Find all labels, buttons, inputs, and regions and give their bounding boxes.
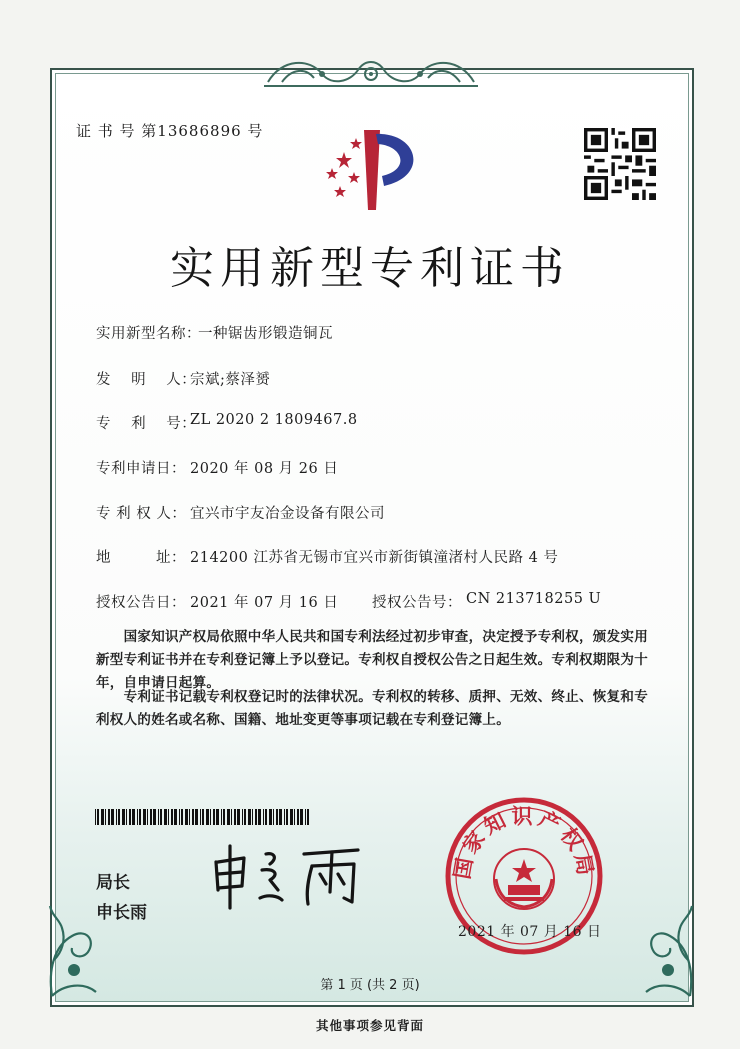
barcode-bar — [189, 809, 190, 825]
barcode-bar — [122, 809, 125, 825]
barcode-bar — [223, 809, 225, 825]
certificate-title: 实用新型专利证书 — [170, 243, 570, 294]
grant-number-label: 授权公告号： — [372, 595, 462, 611]
barcode-bar — [305, 809, 306, 825]
barcode-bar — [129, 809, 131, 825]
grant-number-value: CN 213718255 U — [466, 591, 602, 607]
barcode-bar — [185, 809, 188, 825]
seal-text: 国家知识产权局 — [449, 804, 599, 881]
barcode-bar — [221, 809, 222, 825]
barcode-bar — [269, 809, 272, 825]
inventor-label: 发 明 人： — [96, 372, 197, 388]
barcode-bar — [237, 809, 240, 825]
barcode-bar — [168, 809, 169, 825]
barcode-bar — [210, 809, 211, 825]
barcode-bar — [216, 809, 219, 825]
name-value: 一种锯齿形锻造铜瓦 — [198, 326, 333, 342]
footer-note: 其他事项参见背面 — [315, 1018, 424, 1033]
barcode-bar — [137, 809, 138, 825]
barcode-bar — [258, 809, 261, 825]
barcode-bar — [192, 809, 194, 825]
qr-code — [584, 128, 656, 200]
barcode-bar — [276, 809, 278, 825]
barcode-bar — [174, 809, 177, 825]
barcode-bar — [227, 809, 230, 825]
barcode-bar — [213, 809, 215, 825]
barcode-bar — [108, 809, 110, 825]
barcode-bar — [286, 809, 288, 825]
barcode-bar — [150, 809, 152, 825]
filing-date-value: 2020 年 08 月 26 日 — [190, 461, 339, 477]
barcode-bar — [101, 809, 104, 825]
barcode-bar — [206, 809, 209, 825]
barcode-bar — [158, 809, 159, 825]
page-number: 第 1 页 (共 2 页) — [320, 978, 420, 993]
barcode-bar — [171, 809, 173, 825]
barcode-bar — [231, 809, 232, 825]
top-ornament — [262, 52, 480, 94]
filing-date-label: 专利申请日： — [96, 461, 186, 477]
barcode-bar — [160, 809, 162, 825]
barcode-bar — [116, 809, 117, 825]
patentee-label: 专 利 权 人： — [96, 506, 187, 522]
barcode-bar — [181, 809, 183, 825]
grant-date-label: 授权公告日： — [96, 595, 186, 611]
barcode-bar — [265, 809, 267, 825]
address-label: 地 址： — [96, 550, 186, 566]
barcode-bar — [248, 809, 251, 825]
barcode-bar — [263, 809, 264, 825]
cnipa-logo — [318, 128, 430, 214]
barcode-bar — [95, 809, 96, 825]
barcode-bar — [300, 809, 303, 825]
address-value: 214200 江苏省无锡市宜兴市新街镇潼渚村人民路 4 号 — [190, 550, 559, 566]
name-label: 实用新型名称： — [96, 326, 201, 342]
director-title: 局长 — [96, 873, 130, 893]
barcode-bar — [118, 809, 120, 825]
handwritten-signature — [208, 840, 378, 912]
inventor-value: 宗斌;蔡泽赟 — [190, 372, 271, 388]
barcode-bar — [297, 809, 299, 825]
barcode-bar — [153, 809, 156, 825]
barcode-bar — [284, 809, 285, 825]
director-name: 申长雨 — [96, 903, 147, 923]
paragraph-legal-status: 专利证书记载专利权登记时的法律状况。专利权的转移、质押、无效、终止、恢复和专利权人的姓名或名称、国籍、地址变更等事项记载在专利登记簿上。 — [96, 689, 648, 728]
barcode-bar — [143, 809, 146, 825]
barcode-bar — [279, 809, 282, 825]
barcode-bar — [195, 809, 198, 825]
barcode-bar — [252, 809, 253, 825]
barcode-bar — [202, 809, 204, 825]
barcode-bar — [97, 809, 99, 825]
barcode-bar — [164, 809, 167, 825]
seal-date: 2021 年 07 月 16 日 — [458, 924, 602, 940]
barcode-bar — [290, 809, 293, 825]
barcode-bar — [294, 809, 295, 825]
barcode-bar — [234, 809, 236, 825]
certificate-number: 证 书 号 第13686896 号 — [76, 122, 264, 140]
barcode-bar — [242, 809, 243, 825]
barcode-bar — [273, 809, 274, 825]
grant-date-value: 2021 年 07 月 16 日 — [190, 595, 339, 611]
barcode-bar — [139, 809, 141, 825]
patent-number-label: 专 利 号： — [96, 416, 197, 432]
barcode-bar — [126, 809, 127, 825]
patentee-value: 宜兴市宇友冶金设备有限公司 — [190, 506, 385, 522]
barcode-bar — [200, 809, 201, 825]
paragraph-grant-statement: 国家知识产权局依照中华人民共和国专利法经过初步审查，决定授予专利权，颁发实用新型专利证书并在专利登记簿上予以登记。专利权自授权公告之日起生效。专利权期限为十年，自申请日起算。 — [96, 629, 648, 691]
barcode-bar — [244, 809, 246, 825]
barcode-bar — [147, 809, 148, 825]
barcode-bar — [132, 809, 135, 825]
barcode — [95, 809, 313, 825]
barcode-bar — [307, 809, 309, 825]
barcode-bar — [179, 809, 180, 825]
barcode-bar — [105, 809, 106, 825]
barcode-bar — [111, 809, 114, 825]
barcode-bar — [255, 809, 257, 825]
patent-number-value: ZL 2020 2 1809467.8 — [190, 412, 358, 428]
